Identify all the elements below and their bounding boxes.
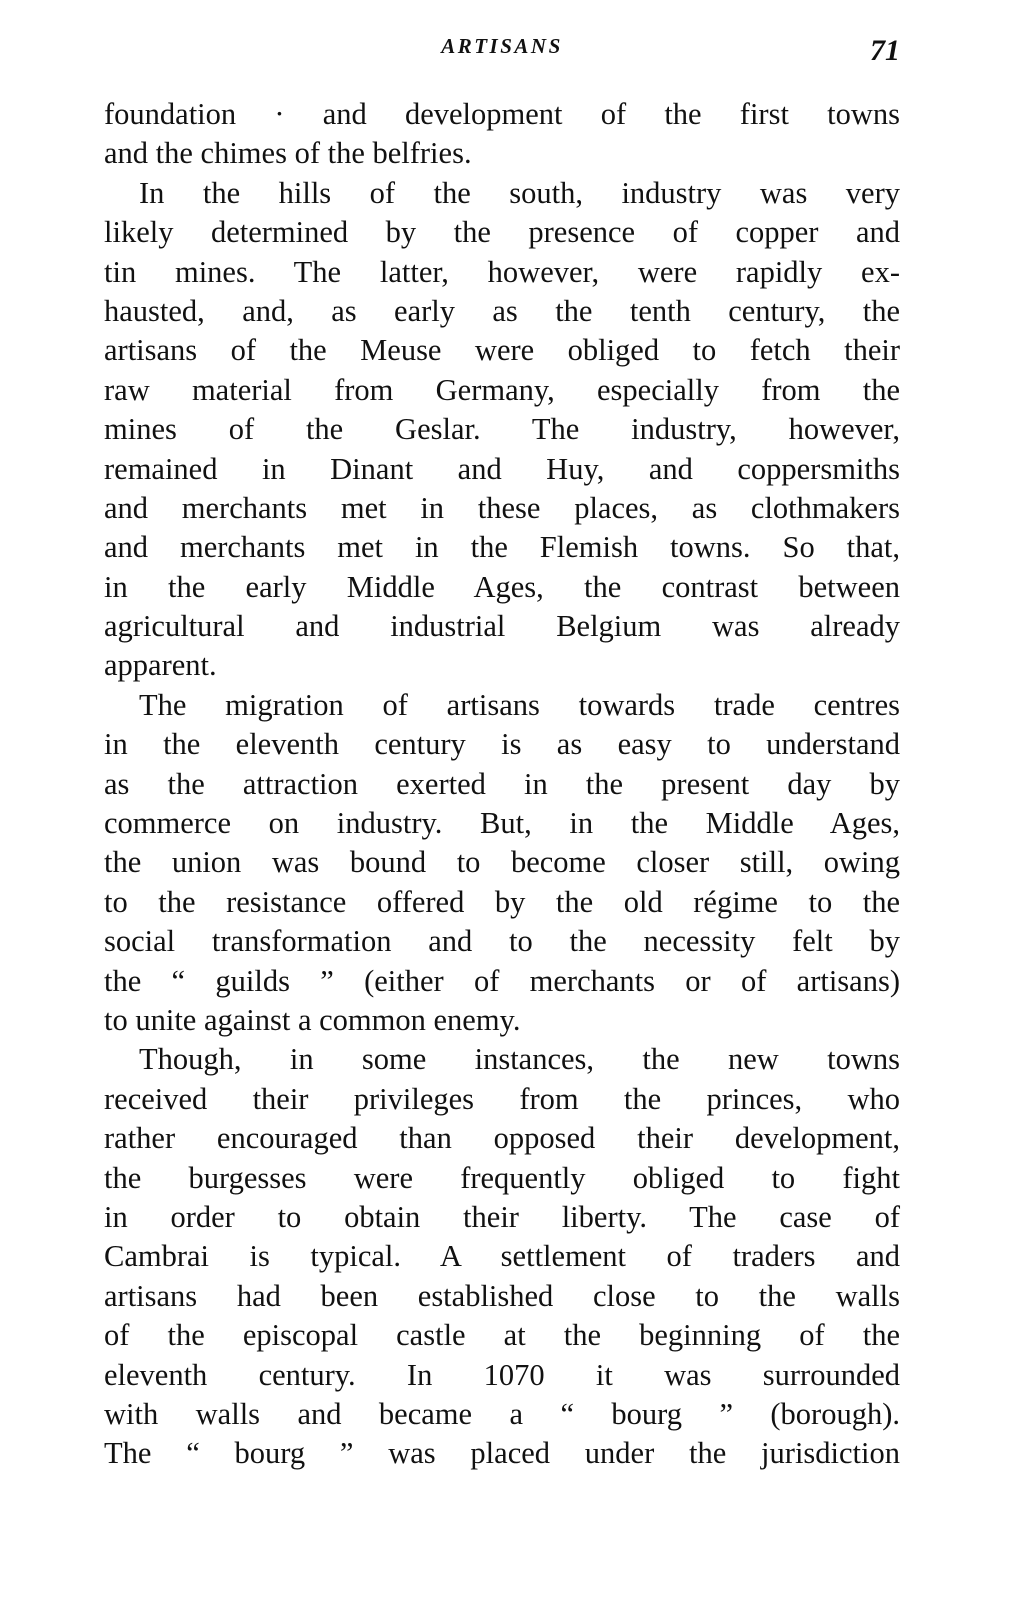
text-line: likely determined by the presence of copper and — [104, 215, 900, 250]
running-title: ARTISANS — [441, 34, 563, 58]
text-line: as the attraction exerted in the present day by — [104, 766, 900, 801]
text-line: artisans of the Meuse were obliged to fetch their — [104, 333, 900, 368]
text-line: with walls and became a “ bourg ” (borough). — [104, 1396, 900, 1431]
text-line: the burgesses were frequently obliged to fight — [104, 1160, 900, 1195]
text-line: and merchants met in these places, as clothmakers — [104, 490, 900, 525]
text-line: agricultural and industrial Belgium was already — [104, 609, 900, 644]
text-line: Though, in some instances, the new towns — [139, 1042, 900, 1077]
text-line: social transformation and to the necessity felt by — [104, 924, 900, 959]
text-line: in order to obtain their liberty. The case of — [104, 1199, 900, 1234]
text-line: the “ guilds ” (either of merchants or of artisans) — [104, 963, 900, 998]
text-line: in the early Middle Ages, the contrast between — [104, 569, 900, 604]
body-text — [104, 95, 900, 1474]
text-line: received their privileges from the princes, who — [104, 1081, 900, 1116]
text-line: and merchants met in the Flemish towns. So that, — [104, 530, 900, 565]
text-line: foundation · and development of the first towns — [104, 97, 900, 131]
running-head — [104, 34, 900, 74]
text-line: In the hills of the south, industry was very — [139, 175, 900, 210]
text-line: commerce on industry. But, in the Middle Ages, — [104, 806, 900, 841]
text-line: to the resistance offered by the old régime to the — [104, 884, 900, 919]
text-line: and the chimes of the belfries. — [104, 136, 472, 171]
text-line: rather encouraged than opposed their development, — [104, 1121, 900, 1156]
text-line: remained in Dinant and Huy, and coppersmiths — [104, 451, 900, 486]
text-line: the union was bound to become closer still, owing — [104, 845, 900, 880]
text-line: of the episcopal castle at the beginning of the — [104, 1318, 900, 1353]
text-line: raw material from Germany, especially from the — [104, 372, 900, 407]
text-line: hausted, and, as early as the tenth century, the — [104, 293, 900, 328]
text-line: to unite against a common enemy. — [104, 1002, 521, 1037]
text-line: in the eleventh century is as easy to understand — [104, 727, 900, 762]
text-line: Cambrai is typical. A settlement of traders and — [104, 1239, 900, 1274]
page-number: 71 — [870, 34, 900, 67]
text-line: mines of the Geslar. The industry, however, — [104, 412, 900, 447]
text-line: tin mines. The latter, however, were rapidly ex- — [104, 254, 900, 289]
text-line: The “ bourg ” was placed under the jurisdiction — [104, 1436, 900, 1471]
text-line: apparent. — [104, 648, 217, 683]
text-line: eleventh century. In 1070 it was surrounded — [104, 1357, 900, 1392]
text-line: artisans had been established close to the walls — [104, 1278, 900, 1313]
text-line: The migration of artisans towards trade centres — [139, 687, 900, 722]
